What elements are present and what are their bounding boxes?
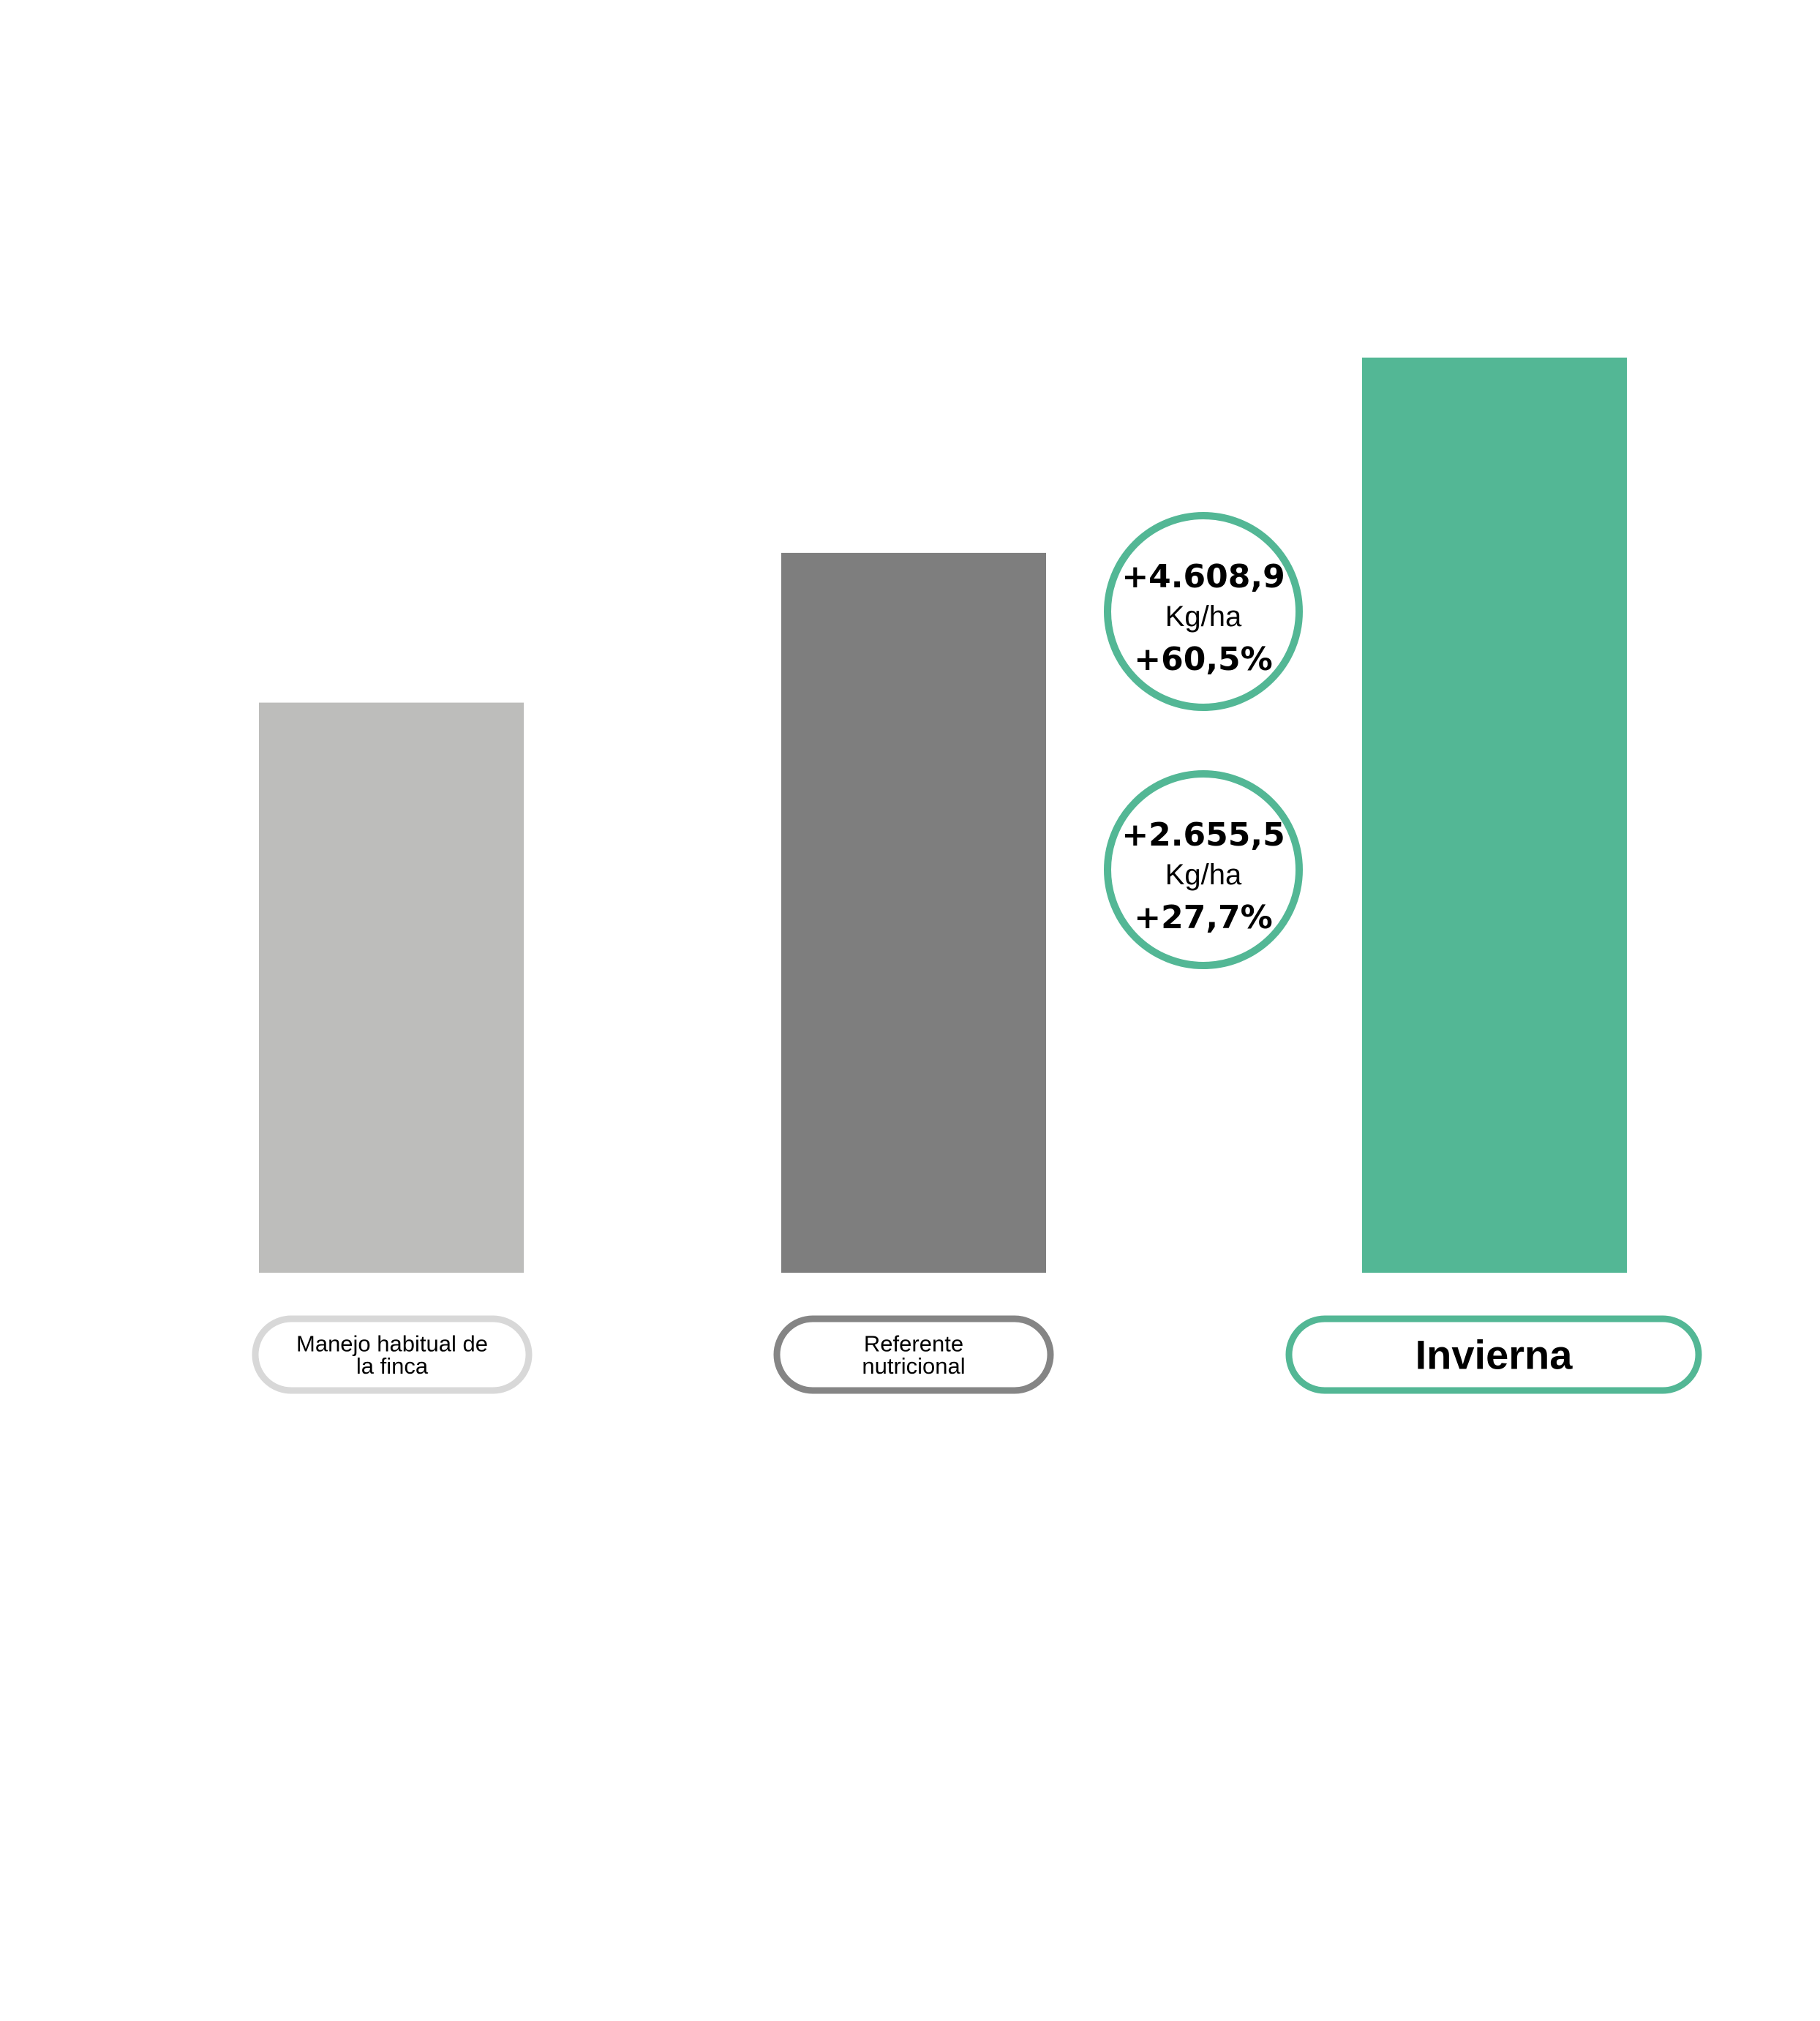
category-label-line: Manejo habitual de [296, 1331, 488, 1357]
bars-group [259, 358, 1627, 1273]
category-label-line: la finca [356, 1353, 429, 1380]
bar-3 [1362, 358, 1627, 1273]
bubble-percent: +27,7% [1134, 899, 1273, 936]
bubble-amount: +4.608,9 [1121, 558, 1285, 595]
category-label-2 [777, 1319, 1050, 1390]
bubble-percent: +60,5% [1134, 641, 1273, 678]
bubble-unit: Kg/ha [1165, 601, 1242, 633]
category-labels [255, 1319, 1699, 1390]
difference-annotations [1108, 516, 1299, 966]
bar-2 [781, 553, 1046, 1273]
bar-1 [259, 703, 524, 1273]
difference-bubble-1 [1108, 516, 1299, 707]
category-label-line: Invierna [1415, 1331, 1573, 1378]
category-label-1 [255, 1319, 529, 1390]
difference-bubble-2 [1108, 774, 1299, 966]
category-label-3 [1289, 1319, 1699, 1390]
bubble-unit: Kg/ha [1165, 859, 1242, 891]
category-label-line: nutricional [862, 1353, 966, 1380]
category-label-line: Referente [863, 1331, 964, 1357]
bubble-amount: +2.655,5 [1121, 816, 1285, 854]
